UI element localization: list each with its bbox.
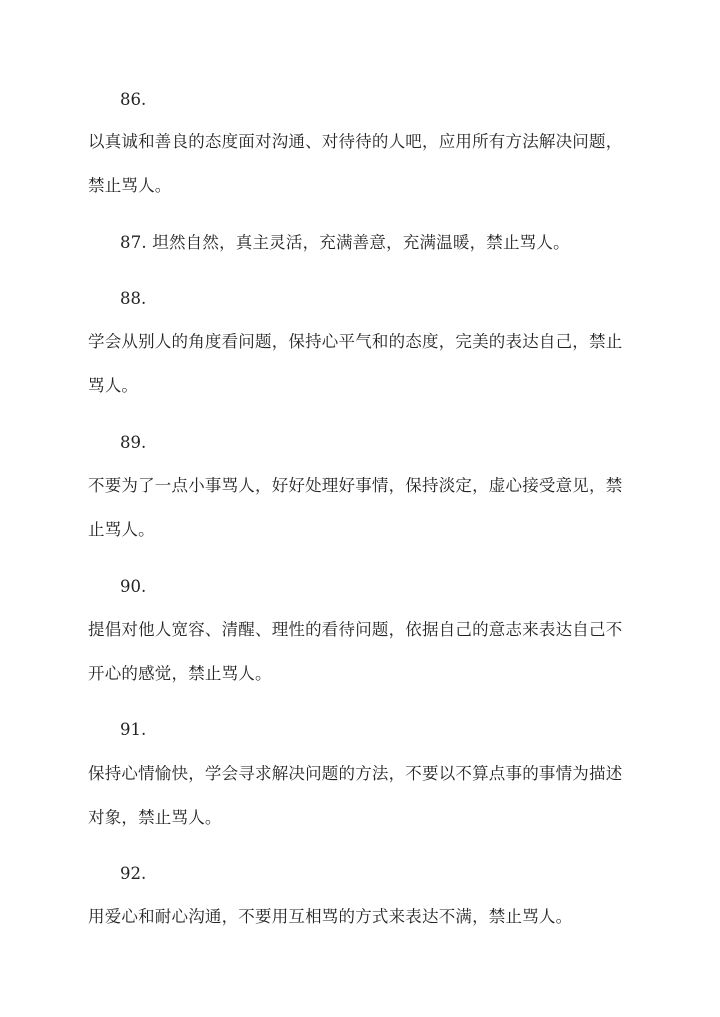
item-88-number: 88. (120, 289, 147, 308)
item-90-line-2: 开心的感觉，禁止骂人。 (88, 664, 272, 683)
item-88-line-2: 骂人。 (88, 376, 139, 395)
item-92-number: 92. (120, 864, 147, 883)
item-86-line-2: 禁止骂人。 (88, 176, 172, 195)
item-86-line-1: 以真诚和善良的态度面对沟通、对待待的人吧，应用所有方法解决问题， (88, 132, 623, 151)
item-92-line-1: 用爱心和耐心沟通，不要用互相骂的方式来表达不满，禁止骂人。 (88, 907, 573, 926)
item-91-line-2: 对象，禁止骂人。 (88, 808, 222, 827)
item-87-text: 87. 坦然自然，真主灵活，充满善意，充满温暖，禁止骂人。 (120, 233, 570, 252)
item-90-line-1: 提倡对他人宽容、清醒、理性的看待问题，依据自己的意志来表达自己不 (88, 620, 623, 639)
item-88-line-1: 学会从别人的角度看问题，保持心平气和的态度，完美的表达自己，禁止 (88, 332, 623, 351)
item-91-number: 91. (120, 720, 147, 739)
item-89-number: 89. (120, 433, 147, 452)
item-90-number: 90. (120, 577, 147, 596)
item-89-line-1: 不要为了一点小事骂人，好好处理好事情，保持淡定，虚心接受意见，禁 (88, 476, 623, 495)
item-91-line-1: 保持心情愉快，学会寻求解决问题的方法，不要以不算点事的事情为描述 (88, 764, 623, 783)
item-86-number: 86. (120, 90, 147, 109)
item-89-line-2: 止骂人。 (88, 520, 155, 539)
